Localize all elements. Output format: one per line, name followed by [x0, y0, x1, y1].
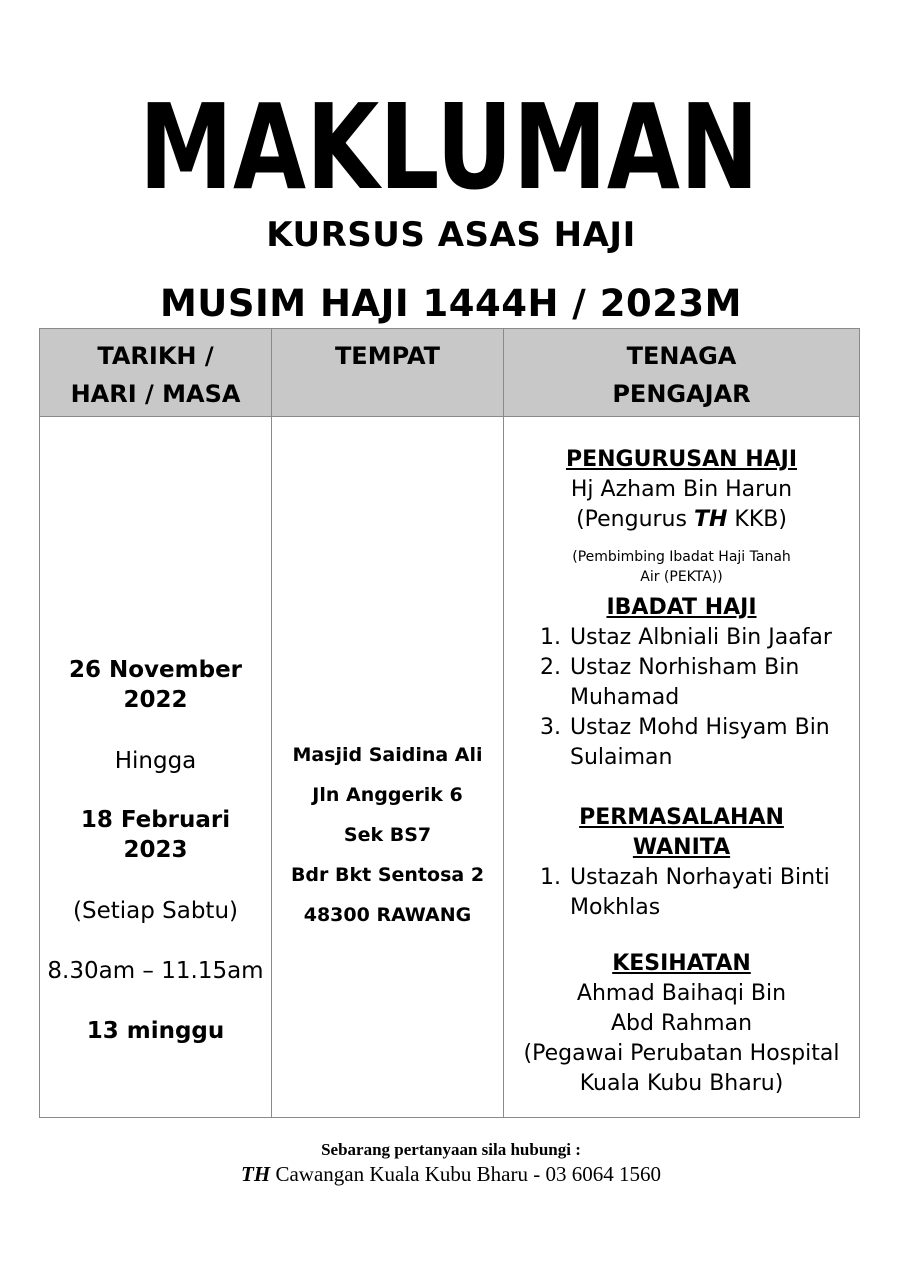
venue-line: Jln Anggerik 6	[312, 784, 463, 806]
list-text: Ustaz Albniali Bin Jaafar	[570, 625, 832, 650]
instructors-cell	[504, 417, 860, 1118]
venue-line: Sek BS7	[343, 824, 432, 846]
start-date-line1: 26 November	[68, 657, 243, 683]
banner-title: MAKLUMAN	[139, 78, 759, 216]
start-date-line2: 2022	[123, 687, 188, 713]
section-title-pengurusan: PENGURUSAN HAJI	[565, 447, 798, 472]
contact-line	[0, 1162, 902, 1187]
wanita-title-line2: WANITA	[632, 835, 731, 860]
end-date-line1: 18 Februari	[80, 807, 231, 833]
list-number: 3.	[540, 715, 561, 740]
season-title: MUSIM HAJI 1444H / 2023M	[159, 282, 742, 325]
header-tempat-line1: TEMPAT	[334, 342, 441, 370]
th-label: TH	[693, 507, 728, 532]
header-tenaga	[504, 329, 860, 417]
list-item	[540, 623, 839, 653]
hingga-text: Hingga	[114, 748, 197, 774]
end-date-line2: 2023	[123, 837, 188, 863]
makluman-banner	[132, 78, 766, 216]
section-title-kesihatan: KESIHATAN	[612, 951, 751, 976]
wanita-list	[540, 863, 839, 923]
ibadat-list	[540, 623, 839, 773]
time-text: 8.30am – 11.15am	[47, 958, 264, 984]
header-tenaga-line1: TENAGA	[626, 342, 737, 370]
course-title: KURSUS ASAS HAJI	[266, 215, 636, 255]
role-prefix: (Pengurus	[576, 507, 687, 532]
contact-prompt: Sebarang pertanyaan sila hubungi :	[321, 1140, 581, 1159]
list-number: 1.	[540, 865, 561, 890]
day-text: (Setiap Sabtu)	[73, 898, 238, 924]
header-tempat	[272, 329, 504, 417]
schedule-cell	[40, 417, 272, 1118]
section-title-ibadat: IBADAT HAJI	[606, 595, 757, 620]
venue-address	[272, 735, 503, 935]
duration-text: 13 minggu	[86, 1018, 225, 1044]
header-tarikh-line2: HARI / MASA	[70, 380, 241, 408]
footer-contact: Cawangan Kuala Kubu Bharu - 03 6064 1560	[275, 1162, 661, 1186]
kesihatan-line: Ahmad Baihaqi Bin	[576, 981, 787, 1006]
banner-svg	[132, 78, 766, 216]
kesihatan-line: (Pegawai Perubatan Hospital	[523, 1041, 840, 1066]
kesihatan-line: Abd Rahman	[610, 1011, 753, 1036]
instructor-name: Hj Azham Bin Harun	[570, 477, 793, 502]
venue-line: Masjid Saidina Ali	[292, 744, 483, 766]
wanita-title-line1: PERMASALAHAN	[579, 805, 784, 830]
header-tenaga-line2: PENGAJAR	[612, 380, 751, 408]
list-item	[540, 863, 839, 923]
list-text: Ustaz Norhisham Bin Muhamad	[570, 655, 800, 710]
header-tarikh-line1: TARIKH /	[97, 342, 214, 370]
section-title-wanita	[504, 803, 859, 863]
venue-line: 48300 RAWANG	[303, 904, 472, 926]
start-date	[40, 655, 271, 715]
role-suffix: KKB)	[734, 507, 787, 532]
header-tarikh	[40, 329, 272, 417]
kesihatan-line: Kuala Kubu Bharu)	[579, 1071, 784, 1096]
pekta-note: (Pembimbing Ibadat Haji Tanah Air (PEKTA))	[572, 549, 791, 585]
instructor-role	[504, 505, 859, 535]
list-number: 2.	[540, 655, 561, 680]
footer-th-label: TH	[241, 1162, 271, 1186]
list-number: 1.	[540, 625, 561, 650]
venue-cell	[272, 417, 504, 1118]
venue-line: Bdr Bkt Sentosa 2	[290, 864, 485, 886]
list-text: Ustaz Mohd Hisyam Bin Sulaiman	[570, 715, 830, 770]
course-info-table	[39, 328, 860, 1118]
end-date	[40, 805, 271, 865]
list-text: Ustazah Norhayati Binti Mokhlas	[570, 865, 830, 920]
table-header-row	[40, 329, 860, 417]
table-body-row	[40, 417, 860, 1118]
list-item	[540, 653, 839, 713]
list-item	[540, 713, 839, 773]
